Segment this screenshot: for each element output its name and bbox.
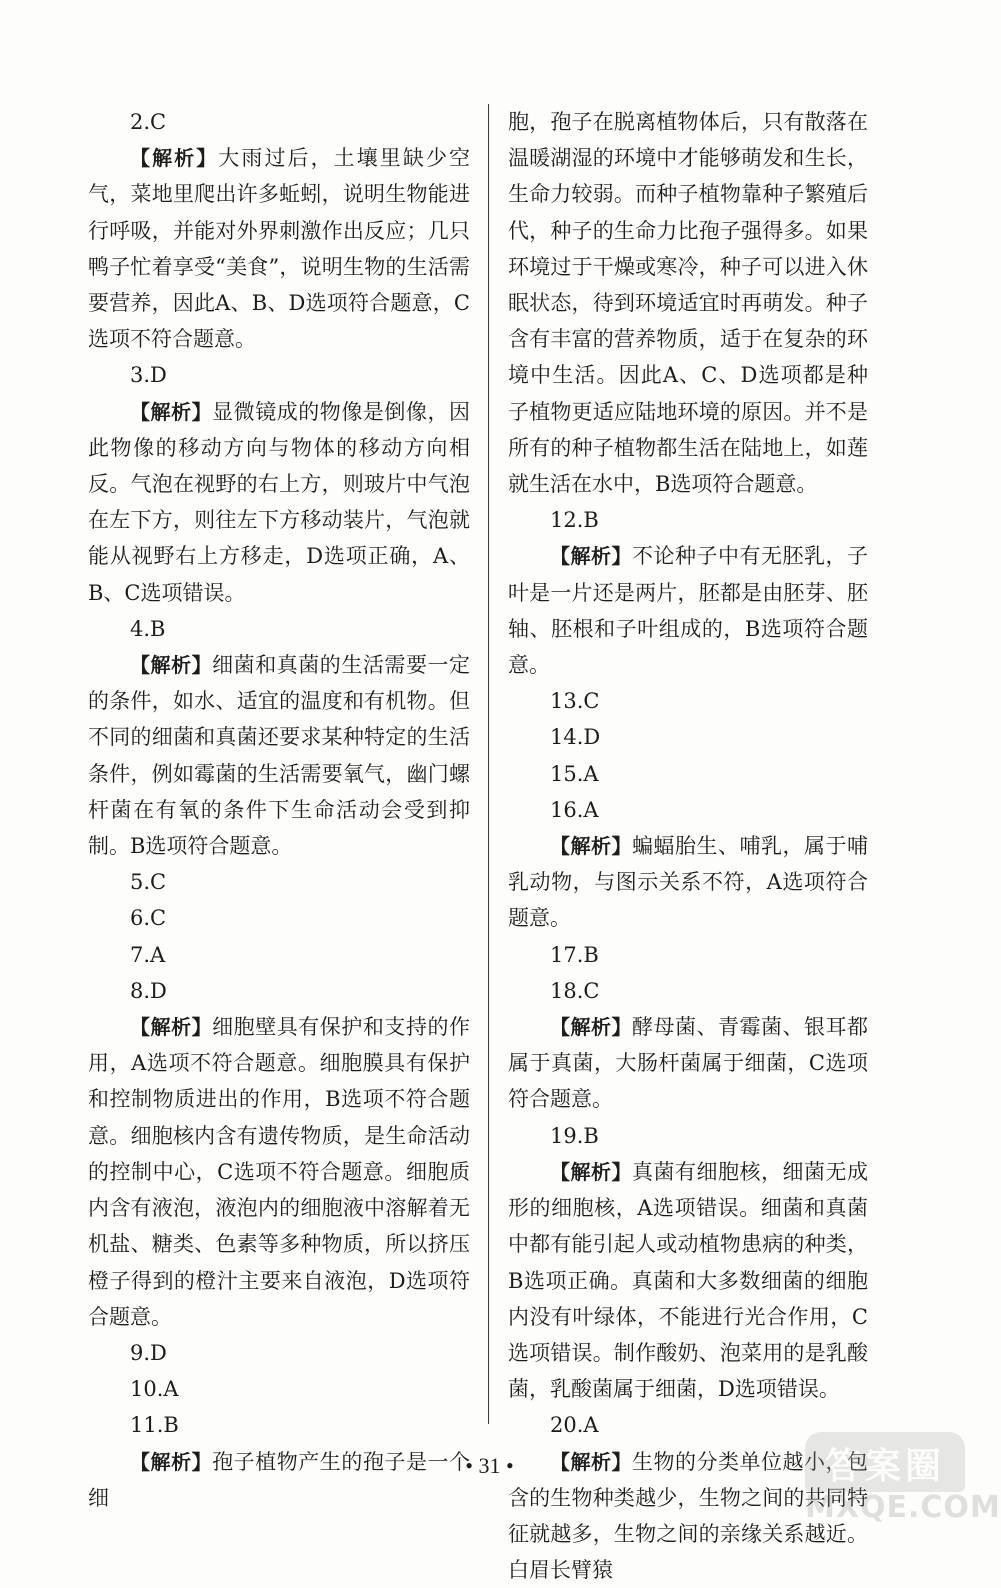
analysis-tag: 【解析】 xyxy=(130,146,219,171)
analysis-tag: 【解析】 xyxy=(130,1015,213,1040)
right-column xyxy=(508,104,868,1588)
explanation-text: 酵母菌、青霉菌、银耳都属于真菌，大肠杆菌属于细菌，C选项符合题意。 xyxy=(508,1015,868,1112)
analysis-tag: 【解析】 xyxy=(550,834,632,859)
explanation xyxy=(508,828,868,937)
explanation-text: 蝙蝠胎生、哺乳，属于哺乳动物，与图示关系不符，A选项符合题意。 xyxy=(508,834,868,931)
analysis-tag: 【解析】 xyxy=(130,1449,213,1474)
answer-number: 14.D xyxy=(550,725,601,750)
watermark-en-text: MXQE.COM xyxy=(805,1490,1001,1525)
explanation xyxy=(88,394,470,611)
answer-number: 9.D xyxy=(130,1340,167,1365)
explanation xyxy=(88,140,470,357)
answer-number: 17.B xyxy=(550,942,599,967)
page-number: • 31 • xyxy=(465,1453,514,1478)
left-column xyxy=(88,104,470,1516)
explanation-text: 真菌有细胞核，细菌无成形的细胞核，A选项错误。细菌和真菌中都有能引起人或动植物患病的种类，B选项正确。真菌和大多数细菌的细胞内没有叶绿体，不能进行光合作用，C选项错误。制作酸奶、泡菜用的是乳酸菌，乳酸菌属于细菌，D选项错误。 xyxy=(508,1159,868,1402)
continued-explanation: 胞，孢子在脱离植物体后，只有散落在温暖湖湿的环境中才能够萌发和生长，生命力较弱。而种子植物靠种子繁殖后代，种子的生命力比孢子强得多。如果环境过于干燥或寒冷，种子可以进入休眠状态，待到环境适宜时再萌发。种子含有丰富的营养物质，适于在复杂的环境中生活。因此A、C、D选项都是种子植物更适应陆地环境的原因。并不是所有的种子植物都生活在陆地上，如莲就生活在水中，B选项符合题意。 xyxy=(508,110,868,497)
answer-number: 7.A xyxy=(130,942,166,967)
answer-number: 10.A xyxy=(130,1377,179,1402)
analysis-tag: 【解析】 xyxy=(550,544,632,569)
answer-number: 20.A xyxy=(550,1413,599,1438)
analysis-tag: 【解析】 xyxy=(550,1159,632,1184)
answer-number: 12.B xyxy=(550,508,599,533)
explanation-text: 细胞壁具有保护和支持的作用，A选项不符合题意。细胞膜具有保护和控制物质进出的作用，B选项不符合题意。细胞核内含有遗传物质，是生命活动的控制中心，C选项不符合题意。细胞质内含有液泡，液泡内的细胞液中溶解着无机盐、糖类、色素等多种物质，所以挤压橙子得到的橙汁主要来自液泡，D选项符合题意。 xyxy=(88,1015,471,1329)
explanation-text: 细菌和真菌的生活需要一定的条件，如水、适宜的温度和有机物。但不同的细菌和真菌还要求某种特定的生活条件，例如霉菌的生活需要氧气，幽门螺杆菌在有氧的条件下生命活动会受到抑制。B选项符合题意。 xyxy=(88,653,471,859)
explanation-text: 大雨过后，土壤里缺少空气，菜地里爬出许多蚯蚓，说明生物能进行呼吸，并能对外界刺激作出反应；几只鸭子忙着享受“美食”，说明生物的生活需要营养，因此A、B、D选项符合题意，C选项不符合题意。 xyxy=(88,146,471,352)
analysis-tag: 【解析】 xyxy=(130,399,213,424)
analysis-tag: 【解析】 xyxy=(550,1449,632,1474)
answer-number: 19.B xyxy=(550,1123,599,1148)
answer-number: 11.B xyxy=(130,1413,179,1438)
answer-number: 3.D xyxy=(130,363,167,388)
explanation xyxy=(508,1009,868,1118)
explanation-text: 显微镜成的物像是倒像，因此物像的移动方向与物体的移动方向相反。气泡在视野的右上方，则玻片中气泡在左下方，则往左下方移动装片，气泡就能从视野右上方移走，D选项正确，A、B、C选项错误。 xyxy=(88,399,471,605)
answer-number: 8.D xyxy=(130,978,167,1003)
answer-number: 5.C xyxy=(130,870,167,895)
explanation xyxy=(88,647,470,864)
answer-number: 2.C xyxy=(130,110,167,134)
answer-number: 18.C xyxy=(550,978,600,1003)
analysis-tag: 【解析】 xyxy=(130,653,213,678)
answer-number: 6.C xyxy=(130,906,167,931)
answer-number: 16.A xyxy=(550,797,599,822)
watermark-cn-text: 答案圈 xyxy=(824,1446,945,1487)
explanation-text: 孢子植物产生的孢子是一个细 xyxy=(88,1449,471,1510)
analysis-tag: 【解析】 xyxy=(550,1015,632,1040)
answer-number: 13.C xyxy=(550,689,600,714)
column-divider xyxy=(488,104,489,1424)
explanation-text: 生物的分类单位越小，包含的生物种类越少，生物之间的共同特征就越多，生物之间的亲缘关系越近。白眉长臂猿 xyxy=(508,1449,868,1583)
answer-number: 4.B xyxy=(130,616,166,641)
explanation xyxy=(508,1154,868,1407)
answer-number: 15.A xyxy=(550,761,599,786)
explanation xyxy=(508,538,868,683)
explanation xyxy=(88,1009,470,1335)
explanation-text: 不论种子中有无胚乳，子叶是一片还是两片，胚都是由胚芽、胚轴、胚根和子叶组成的，B选项符合题意。 xyxy=(508,544,868,678)
